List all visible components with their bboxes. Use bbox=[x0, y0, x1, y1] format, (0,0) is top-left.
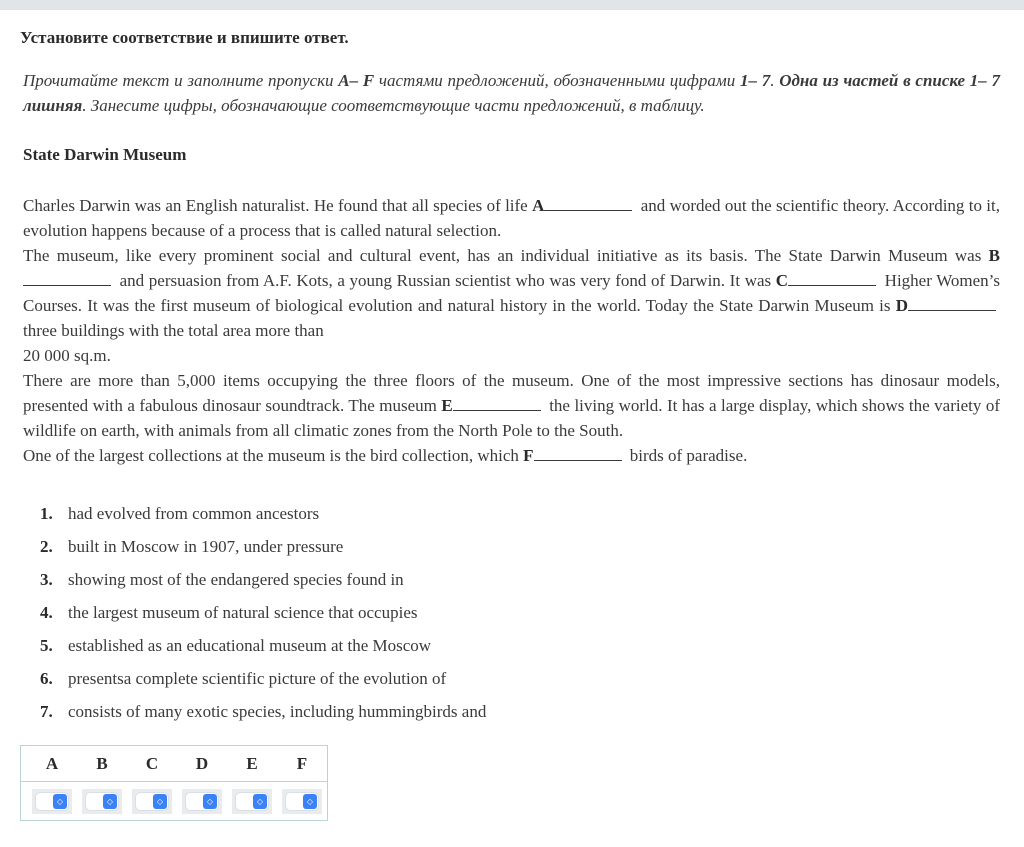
task-range-numbers: 1– 7 bbox=[739, 71, 771, 90]
option-item bbox=[40, 603, 486, 636]
chevron-updown-icon: ◇ bbox=[53, 794, 67, 809]
column-header-c: C bbox=[145, 754, 159, 773]
gap-blank-f bbox=[534, 446, 622, 461]
option-number: 7. bbox=[40, 702, 53, 721]
gap-blank-c bbox=[788, 271, 876, 286]
gap-label-a: A bbox=[532, 196, 545, 215]
answer-table-header bbox=[21, 746, 327, 782]
chevron-updown-icon: ◇ bbox=[203, 794, 217, 809]
option-number: 1. bbox=[40, 504, 53, 523]
answer-cell-e bbox=[227, 789, 277, 814]
answer-cell-a bbox=[27, 789, 77, 814]
text-fragment: There are more than 5,000 items occupying the three floors of the museum. One of the most impressive sections has dinosaur models, presented with a fabulous dinosaur soundtrack. The museum bbox=[23, 371, 1000, 415]
text-title: State Darwin Museum bbox=[23, 145, 187, 164]
answer-select-d[interactable] bbox=[186, 793, 218, 810]
option-text: presentsa complete scientific picture of the evolution of bbox=[68, 669, 447, 688]
option-item bbox=[40, 669, 486, 702]
gap-blank-b bbox=[23, 271, 111, 286]
instruction-heading: Установите соответствие и впишите ответ. bbox=[20, 28, 349, 47]
answer-table-row bbox=[21, 782, 327, 814]
answer-select-e[interactable] bbox=[236, 793, 268, 810]
answer-select-b[interactable] bbox=[86, 793, 118, 810]
text-fragment: and worded out the scientific theory. According to it, evolution happens because of a process that is called natural selection. bbox=[23, 196, 1000, 240]
paragraph bbox=[23, 368, 1000, 443]
text-fragment: The museum, like every prominent social and cultural event, has an individual initiative as its basis. The State Darwin Museum was bbox=[23, 246, 989, 265]
task-text: . bbox=[770, 71, 780, 90]
option-item bbox=[40, 636, 486, 669]
chevron-updown-icon: ◇ bbox=[303, 794, 317, 809]
chevron-updown-icon: ◇ bbox=[153, 794, 167, 809]
option-number: 4. bbox=[40, 603, 53, 622]
paragraph bbox=[23, 443, 1000, 468]
answer-table bbox=[20, 745, 328, 821]
select-wrapper bbox=[182, 789, 222, 814]
option-text: established as an educational museum at the Moscow bbox=[68, 636, 432, 655]
column-header-b: B bbox=[96, 754, 108, 773]
gap-label-c: C bbox=[775, 271, 789, 290]
select-wrapper bbox=[232, 789, 272, 814]
option-item bbox=[40, 570, 486, 603]
answer-cell-f bbox=[277, 789, 327, 814]
task-text: Прочитайте текст и заполните пропуски bbox=[23, 71, 339, 90]
option-text: built in Moscow in 1907, under pressure bbox=[68, 537, 344, 556]
task-extra-note: Одна из частей в списке 1– 7 лишняя bbox=[23, 71, 1001, 115]
select-wrapper bbox=[282, 789, 322, 814]
gap-label-b: B bbox=[988, 246, 1000, 265]
reading-text bbox=[23, 193, 1000, 468]
top-bar bbox=[0, 0, 1024, 10]
select-wrapper bbox=[132, 789, 172, 814]
column-header-f: F bbox=[296, 754, 308, 773]
column-header-e: E bbox=[246, 754, 258, 773]
option-number: 6. bbox=[40, 669, 53, 688]
gap-label-d: D bbox=[895, 296, 908, 315]
text-fragment: Higher Women’s Courses. It was the first museum of biological evolution and natural history in the world. Today the State Darwin Museum is bbox=[23, 271, 1000, 315]
option-text: consists of many exotic species, including hummingbirds and bbox=[68, 702, 487, 721]
gap-blank-d bbox=[908, 296, 996, 311]
options-list bbox=[40, 504, 486, 735]
chevron-updown-icon: ◇ bbox=[253, 794, 267, 809]
paragraph bbox=[23, 243, 1000, 343]
option-text: the largest museum of natural science that occupies bbox=[68, 603, 418, 622]
gap-label-f: F bbox=[523, 446, 534, 465]
task-text: частями предложений, обозначенными цифрами bbox=[374, 71, 740, 90]
select-wrapper bbox=[32, 789, 72, 814]
task-text: . Занесите цифры, обозначающие соответствующие части предложений, в таблицу. bbox=[82, 96, 705, 115]
text-fragment: and persuasion from A.F. Kots, a young Russian scientist who was very fond of Darwin. It was bbox=[115, 271, 776, 290]
answer-cell-d bbox=[177, 789, 227, 814]
text-fragment: three buildings with the total area more than bbox=[23, 321, 324, 340]
answer-select-c[interactable] bbox=[136, 793, 168, 810]
select-wrapper bbox=[82, 789, 122, 814]
column-header-a: A bbox=[45, 754, 59, 773]
option-number: 2. bbox=[40, 537, 53, 556]
option-text: showing most of the endangered species found in bbox=[68, 570, 404, 589]
task-range-letters: A– F bbox=[338, 71, 375, 90]
answer-cell-b bbox=[77, 789, 127, 814]
gap-blank-a bbox=[544, 196, 632, 211]
text-fragment: One of the largest collections at the museum is the bird collection, which bbox=[23, 446, 524, 465]
answer-cell-c bbox=[127, 789, 177, 814]
option-number: 5. bbox=[40, 636, 53, 655]
paragraph bbox=[23, 193, 1000, 243]
task-description bbox=[23, 68, 1000, 118]
answer-select-a[interactable] bbox=[36, 793, 68, 810]
option-number: 3. bbox=[40, 570, 53, 589]
gap-blank-e bbox=[453, 396, 541, 411]
paragraph: 20 000 sq.m. bbox=[23, 346, 111, 365]
chevron-updown-icon: ◇ bbox=[103, 794, 117, 809]
option-item bbox=[40, 537, 486, 570]
text-fragment: birds of paradise. bbox=[625, 446, 748, 465]
text-fragment: Charles Darwin was an English naturalist. He found that all species of life bbox=[23, 196, 533, 215]
column-header-d: D bbox=[195, 754, 209, 773]
gap-label-e: E bbox=[441, 396, 453, 415]
option-text: had evolved from common ancestors bbox=[68, 504, 320, 523]
answer-select-f[interactable] bbox=[286, 793, 318, 810]
option-item bbox=[40, 702, 486, 735]
option-item bbox=[40, 504, 486, 537]
text-fragment: the living world. It has a large display, which shows the variety of wildlife on earth, with animals from all climatic zones from the North Pole to the South. bbox=[23, 396, 1000, 440]
